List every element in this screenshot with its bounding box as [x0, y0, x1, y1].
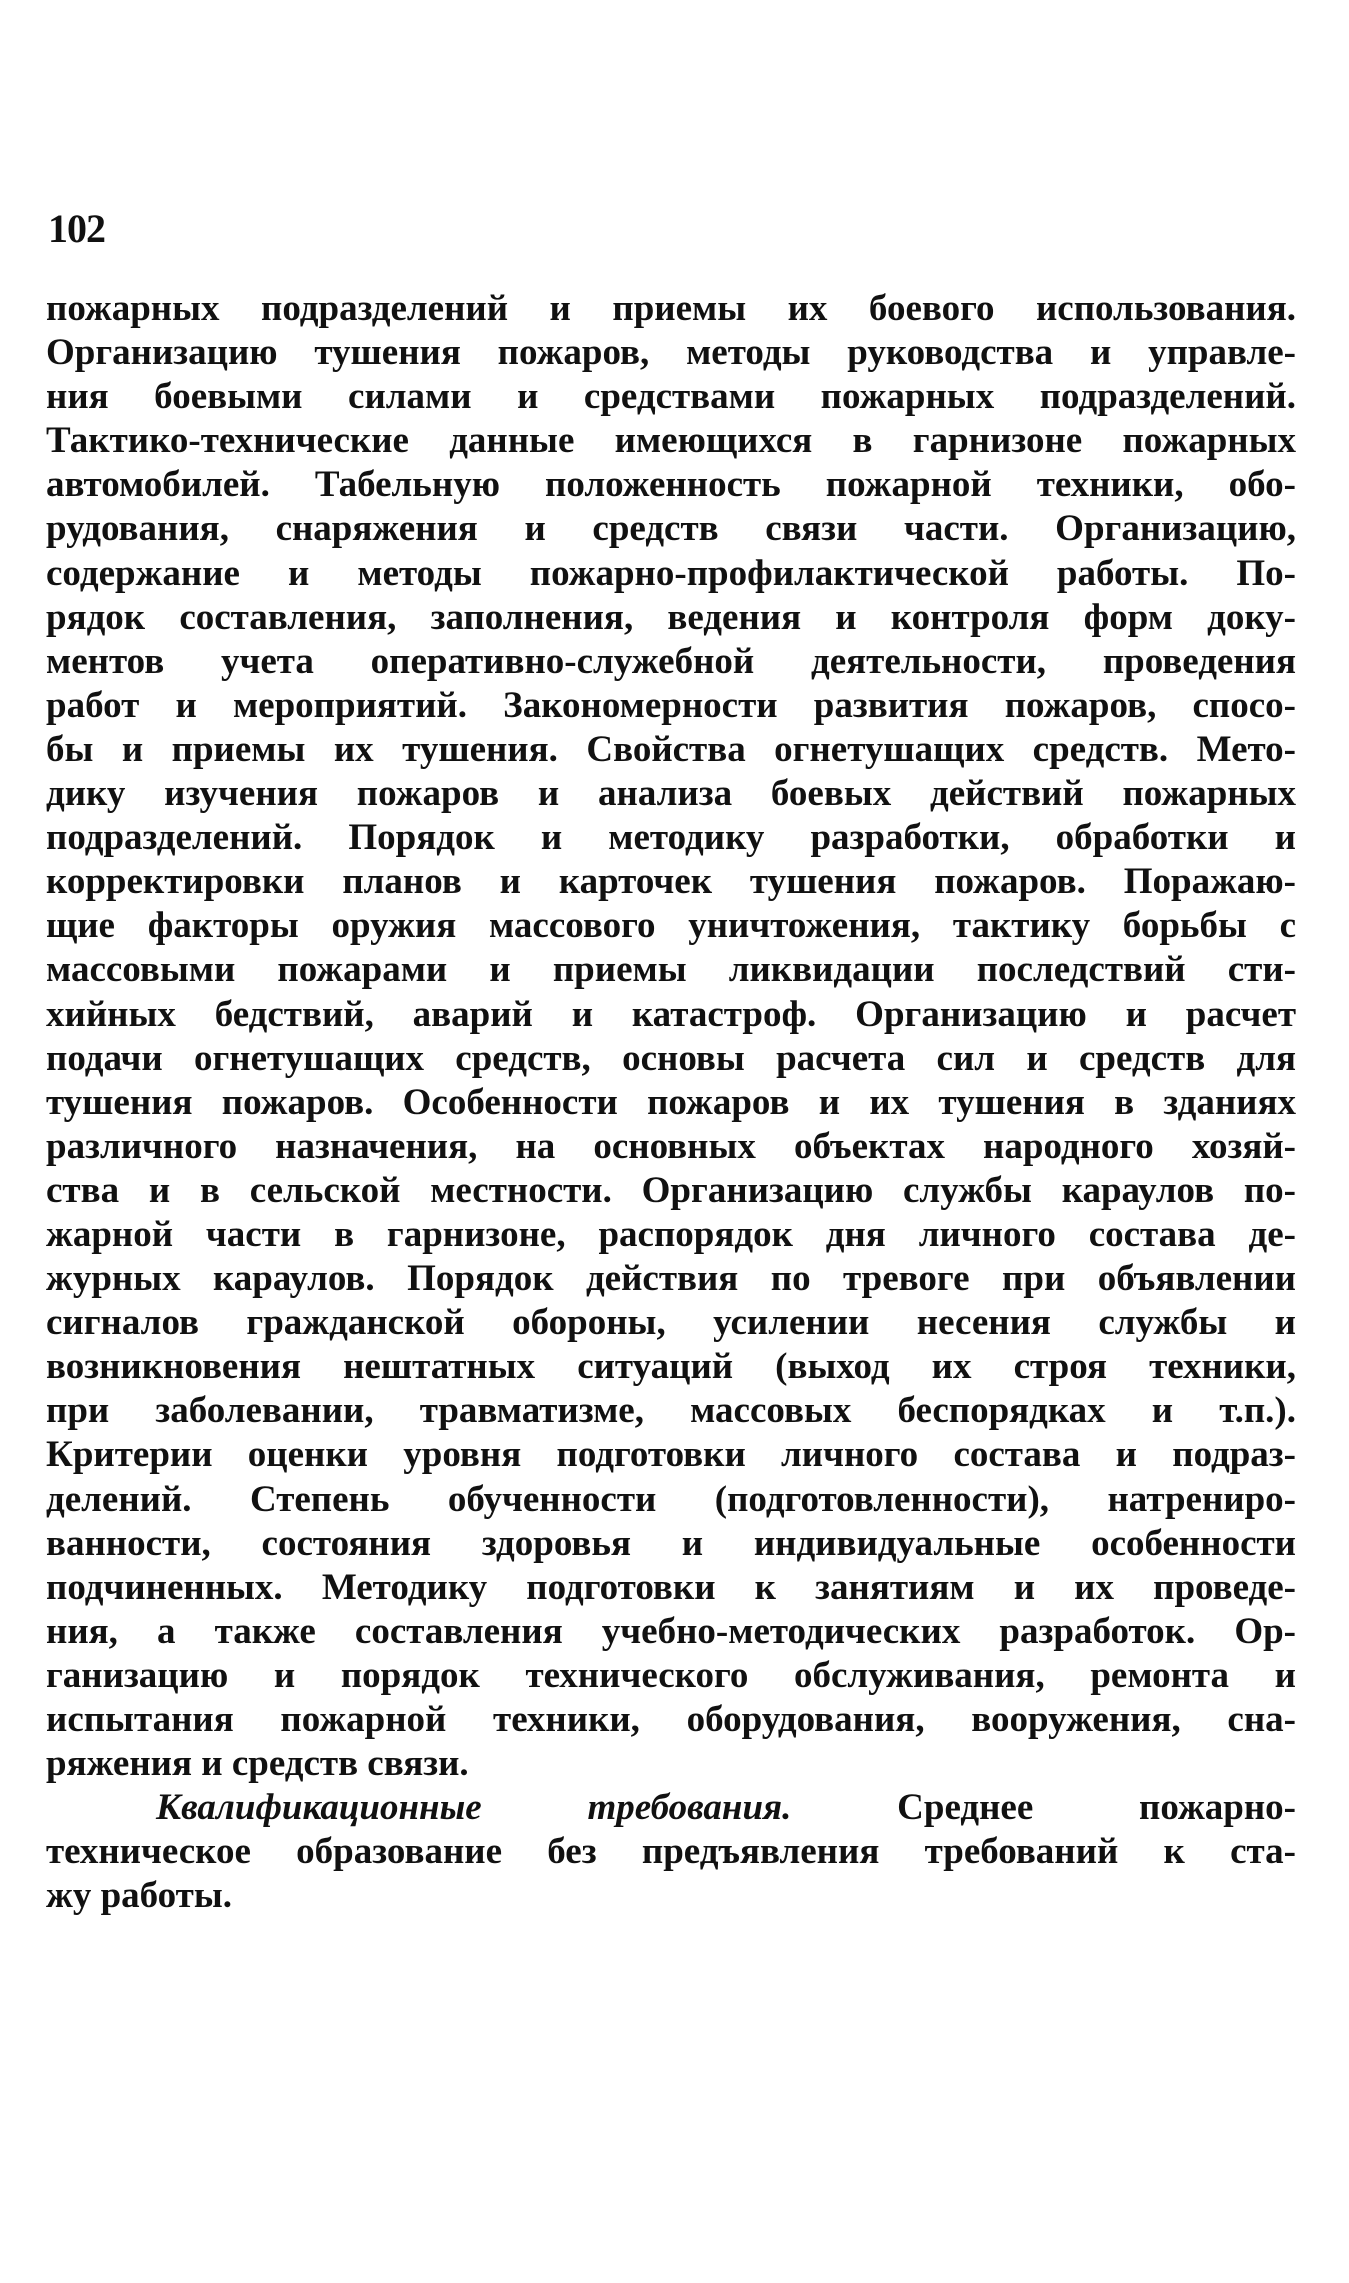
text-line: делений. Степень обученности (подготовленности), натрениро- — [46, 1478, 1296, 1520]
text-line: корректировки планов и карточек тушения пожаров. Поражаю- — [46, 861, 1296, 903]
text-line: ния, а также составления учебно-методических разработок. Ор- — [46, 1610, 1296, 1652]
text-line: различного назначения, на основных объектах народного хозяй- — [46, 1125, 1296, 1167]
text-line: жу работы. — [46, 1875, 232, 1917]
text-line: дику изучения пожаров и анализа боевых действий пожарных — [46, 773, 1296, 815]
page-number: 102 — [48, 206, 105, 251]
text-line: рядок составления, заполнения, ведения и контроля форм доку- — [46, 596, 1296, 638]
text-line: жарной части в гарнизоне, распорядок дня личного состава де- — [46, 1213, 1296, 1255]
text-line: хийных бедствий, аварий и катастроф. Организацию и расчет — [46, 993, 1296, 1035]
text-line: ванности, состояния здоровья и индивидуальные особенности — [46, 1522, 1296, 1564]
text-line: щие факторы оружия массового уничтожения, тактику борьбы с — [46, 905, 1296, 947]
text-line: ментов учета оперативно-служебной деятельности, проведения — [46, 640, 1296, 682]
text-line: сигналов гражданской обороны, усилении несения службы и — [46, 1302, 1296, 1344]
text-line: техническое образование без предъявления требований к ста- — [46, 1831, 1296, 1873]
qualification-line — [46, 1786, 1296, 1830]
text-line: возникновения нештатных ситуаций (выход их строя техники, — [46, 1346, 1296, 1388]
text-line: пожарных подразделений и приемы их боевого использования. — [46, 288, 1296, 329]
text-line: подразделений. Порядок и методику разработки, обработки и — [46, 817, 1296, 859]
text-line: тушения пожаров. Особенности пожаров и их тушения в зданиях — [46, 1081, 1296, 1123]
text-line: подчиненных. Методику подготовки к занятиям и их проведе- — [46, 1566, 1296, 1608]
text-line: ния боевыми силами и средствами пожарных подразделений. — [46, 376, 1296, 418]
text-line: при заболевании, травматизме, массовых беспорядках и т.п.). — [46, 1390, 1296, 1432]
text-line: ганизацию и порядок технического обслуживания, ремонта и — [46, 1654, 1296, 1696]
text-line: испытания пожарной техники, оборудования, вооружения, сна- — [46, 1699, 1296, 1740]
text-line: ряжения и средств связи. — [46, 1743, 469, 1785]
text-line: содержание и методы пожарно-профилактической работы. По- — [46, 552, 1296, 594]
text-line: массовыми пожарами и приемы ликвидации последствий сти- — [46, 949, 1296, 991]
text-line: работ и мероприятий. Закономерности развития пожаров, спосо- — [46, 684, 1296, 726]
text-line: подачи огнетушащих средств, основы расчета сил и средств для — [46, 1037, 1296, 1079]
text-line: бы и приемы их тушения. Свойства огнетушащих средств. Мето- — [46, 728, 1296, 770]
text-line: Организацию тушения пожаров, методы руководства и управле- — [46, 332, 1296, 374]
body-text — [46, 287, 1296, 1918]
qualification-label: Квалификационные требования. — [156, 1787, 792, 1829]
text-line: ства и в сельской местности. Организацию службы караулов по- — [46, 1169, 1296, 1211]
qualification-text: Среднее пожарно- — [897, 1787, 1297, 1829]
text-line: журных караулов. Порядок действия по тревоге при объявлении — [46, 1258, 1296, 1300]
text-line: автомобилей. Табельную положенность пожарной техники, обо- — [46, 464, 1296, 506]
text-line: Тактико-технические данные имеющихся в гарнизоне пожарных — [46, 420, 1296, 462]
text-line: Критерии оценки уровня подготовки личного состава и подраз- — [46, 1434, 1296, 1476]
text-line: рудования, снаряжения и средств связи части. Организацию, — [46, 508, 1296, 550]
